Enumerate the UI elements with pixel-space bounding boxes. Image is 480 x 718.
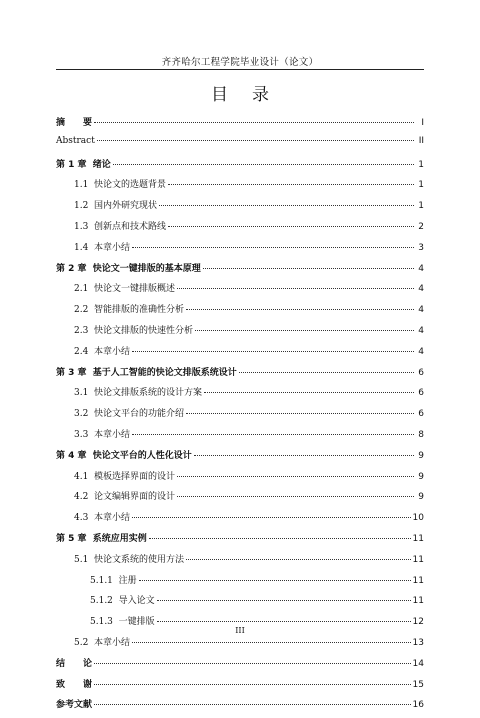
toc-entry-label: 5.1.2 导入论文 (90, 596, 155, 607)
toc-entry-page: 10 (412, 513, 424, 524)
toc-entry-label: 致 谢 (56, 679, 93, 690)
dot-leader (132, 247, 414, 248)
toc-entry[interactable] (56, 385, 424, 406)
toc-entry-label: 2.2 智能排版的准确性分析 (74, 305, 185, 316)
toc-entry-page: 11 (412, 596, 424, 607)
toc-entry-page: 4 (418, 346, 424, 357)
dot-leader (203, 268, 414, 269)
toc-entry[interactable] (56, 406, 424, 427)
toc-entry-page: 13 (412, 637, 424, 648)
toc-entry-page: 15 (412, 679, 424, 690)
dot-leader (168, 226, 414, 227)
toc-entry-label: 2.1 快论文一键排版概述 (74, 284, 176, 295)
header-rule (56, 69, 424, 70)
toc-entry[interactable] (56, 323, 424, 344)
toc-entry-label: 第 5 章 系统应用实例 (56, 533, 147, 544)
toc-entry[interactable] (56, 240, 424, 261)
toc-entry[interactable] (56, 697, 424, 718)
toc-entry[interactable] (56, 510, 424, 531)
toc-entry[interactable] (56, 198, 424, 219)
toc-entry[interactable] (56, 157, 424, 178)
toc-entry-page: 11 (412, 533, 424, 544)
toc-entry-page: 4 (418, 263, 424, 274)
toc-entry-page: 12 (412, 617, 424, 628)
toc-entry-page: 16 (412, 700, 424, 711)
dot-leader (168, 184, 414, 185)
toc-entry-page: 6 (418, 388, 424, 399)
toc-entry-label: 摘 要 (56, 118, 93, 128)
dot-leader (97, 140, 414, 141)
dot-leader (186, 413, 414, 414)
toc-entry[interactable] (56, 365, 424, 386)
toc-entry[interactable] (56, 656, 424, 677)
toc-entry-label: 1.4 本章小结 (74, 242, 131, 253)
toc-entry-label: 第 3 章 基于人工智能的快论文排版系统设计 (56, 367, 237, 378)
toc-entry-page: 3 (418, 242, 424, 253)
toc-entry[interactable] (56, 219, 424, 240)
toc-entry-page: I (421, 118, 424, 128)
toc-entry-label: 4.2 论文编辑界面的设计 (74, 492, 176, 503)
dot-leader (94, 663, 411, 664)
toc-entry-label: 第 4 章 快论文平台的人性化设计 (56, 450, 192, 461)
dot-leader (94, 122, 414, 123)
dot-leader (177, 496, 414, 497)
toc-entry[interactable] (56, 593, 424, 614)
toc-entry-page: 1 (418, 201, 424, 212)
dot-leader (186, 309, 414, 310)
dot-leader (195, 330, 414, 331)
page-number: III (235, 626, 245, 635)
toc-entry-page: 6 (418, 409, 424, 420)
dot-leader (186, 559, 411, 560)
toc-entry[interactable] (56, 489, 424, 510)
toc-entry[interactable] (56, 177, 424, 198)
dot-leader (157, 600, 411, 601)
toc-entry-label: 1.3 创新点和技术路线 (74, 221, 167, 232)
toc-entry[interactable] (56, 427, 424, 448)
toc-entry-label: 5.1.1 注册 (90, 575, 137, 586)
toc-entry-label: 2.4 本章小结 (74, 346, 131, 357)
dot-leader (177, 288, 414, 289)
toc-entry-page: 2 (418, 221, 424, 232)
toc-entry-label: 第 1 章 绪论 (56, 159, 111, 170)
toc-entry[interactable] (56, 281, 424, 302)
dot-leader (132, 351, 414, 352)
dot-leader (132, 642, 411, 643)
toc-entry-label: 3.3 本章小结 (74, 429, 131, 440)
toc-entry[interactable] (56, 302, 424, 323)
toc-entry-page: 14 (412, 658, 424, 669)
toc-entry-label: 5.1.3 一键排版 (90, 617, 155, 628)
toc-entry[interactable] (56, 469, 424, 490)
dot-leader (157, 621, 411, 622)
dot-leader (149, 538, 411, 539)
toc-entry-page: 8 (418, 429, 424, 440)
toc-entry-label: 3.2 快论文平台的功能介绍 (74, 409, 185, 420)
toc-entry[interactable] (56, 344, 424, 365)
toc-entry-page: 9 (418, 450, 424, 461)
toc-entry-page: 9 (418, 492, 424, 503)
toc-entry-label: 5.1 快论文系统的使用方法 (74, 554, 185, 565)
toc-entry[interactable] (56, 635, 424, 656)
dot-leader (132, 434, 414, 435)
page-title: 目录 (211, 85, 293, 105)
running-header: 齐齐哈尔工程学院毕业设计（论文） (161, 57, 319, 68)
toc-entry[interactable] (56, 531, 424, 552)
dot-leader (177, 476, 414, 477)
toc-entry-label: 1.2 国内外研究现状 (74, 201, 158, 212)
toc-entry-label: 1.1 快论文的选题背景 (74, 180, 167, 191)
toc-entry-label: 2.3 快论文排版的快速性分析 (74, 325, 194, 336)
dot-leader (204, 392, 414, 393)
toc-entry-page: 1 (418, 159, 424, 170)
dot-leader (159, 205, 414, 206)
toc-entry[interactable] (56, 115, 424, 136)
toc-entry-label: 4.3 本章小结 (74, 513, 131, 524)
toc-entry-page: II (418, 135, 424, 146)
dot-leader (113, 164, 414, 165)
dot-leader (239, 372, 414, 373)
dot-leader (194, 455, 414, 456)
dot-leader (132, 517, 411, 518)
toc-entry[interactable] (56, 448, 424, 469)
toc-entry-label: 4.1 模板选择界面的设计 (74, 471, 176, 482)
toc-entry-page: 11 (412, 575, 424, 586)
toc-entry-label: 参考文献 (56, 700, 93, 711)
toc-entry[interactable] (56, 261, 424, 282)
toc-entry-page: 4 (418, 325, 424, 336)
dot-leader (139, 580, 411, 581)
toc-entry-page: 9 (418, 471, 424, 482)
dot-leader (94, 704, 411, 705)
toc-entry-page: 4 (418, 284, 424, 295)
toc-entry-label: 结 论 (56, 658, 93, 669)
toc-entry[interactable] (56, 136, 424, 157)
toc-entry[interactable] (56, 677, 424, 698)
dot-leader (94, 684, 411, 685)
toc-entry[interactable] (56, 552, 424, 573)
toc-entry-label: 3.1 快论文排版系统的设计方案 (74, 388, 203, 399)
toc-entry-label: 5.2 本章小结 (74, 637, 131, 648)
toc-entry-page: 6 (418, 367, 424, 378)
toc-entry-page: 4 (418, 305, 424, 316)
toc-entry-page: 1 (418, 180, 424, 191)
toc-entry-label: Abstract (56, 135, 95, 146)
toc-entry[interactable] (56, 573, 424, 594)
toc-entry-page: 11 (412, 554, 424, 565)
toc-entry-label: 第 2 章 快论文一键排版的基本原理 (56, 263, 201, 274)
